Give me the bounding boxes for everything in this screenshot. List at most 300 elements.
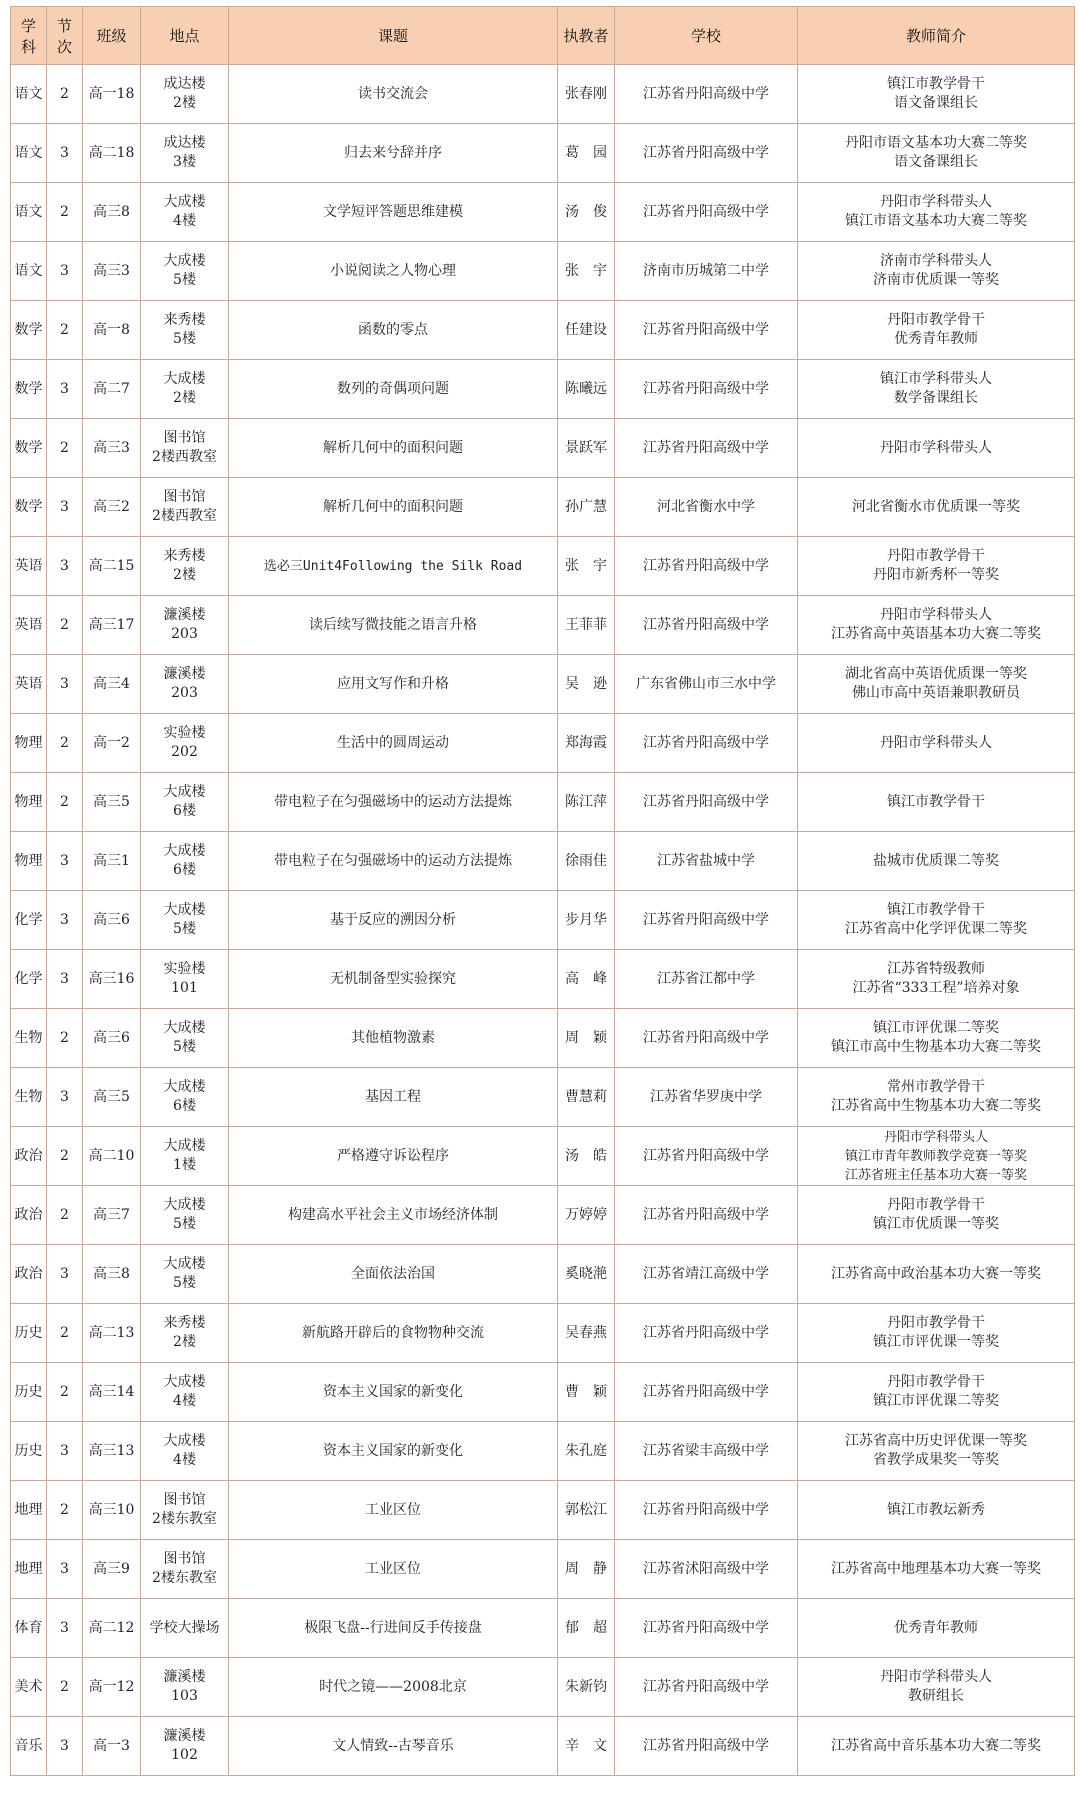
- location-line: 大成楼: [163, 1197, 206, 1213]
- cell-topic: 函数的零点: [229, 301, 558, 360]
- bio-line: 丹阳市新秀杯一等奖: [873, 567, 999, 583]
- bio-line: 丹阳市教学骨干: [887, 1374, 985, 1390]
- location-line: 2楼: [173, 567, 196, 583]
- cell-location: [141, 950, 229, 1009]
- table-row: [11, 1363, 1075, 1422]
- cell-subject: 历史: [11, 1304, 47, 1363]
- table-row: [11, 773, 1075, 832]
- cell-location: [141, 1186, 229, 1245]
- cell-location: [141, 773, 229, 832]
- cell-school: 江苏省丹阳高级中学: [615, 1127, 798, 1186]
- bio-line: 丹阳市学科带头人: [880, 607, 992, 623]
- cell-bio: [798, 1009, 1075, 1068]
- cell-period: 2: [47, 773, 83, 832]
- table-row: [11, 537, 1075, 596]
- cell-teacher: 万婷婷: [558, 1186, 615, 1245]
- bio-line: 镇江市评优课二等奖: [873, 1020, 999, 1036]
- bio-line: 数学备课组长: [894, 390, 978, 406]
- cell-period: 2: [47, 596, 83, 655]
- cell-school: 江苏省丹阳高级中学: [615, 360, 798, 419]
- location-line: 5楼: [173, 272, 196, 288]
- cell-topic: 工业区位: [229, 1481, 558, 1540]
- cell-bio: [798, 832, 1075, 891]
- location-line: 实验楼: [163, 961, 206, 977]
- location-line: 5楼: [173, 921, 196, 937]
- cell-teacher: 王菲菲: [558, 596, 615, 655]
- cell-bio: [798, 301, 1075, 360]
- location-line: 来秀楼: [163, 548, 206, 564]
- cell-class: 高三14: [83, 1363, 141, 1422]
- cell-bio: [798, 478, 1075, 537]
- location-line: 大成楼: [163, 1256, 206, 1272]
- cell-school: 江苏省丹阳高级中学: [615, 714, 798, 773]
- cell-topic: 基因工程: [229, 1068, 558, 1127]
- cell-location: [141, 419, 229, 478]
- cell-location: [141, 596, 229, 655]
- cell-school: 江苏省丹阳高级中学: [615, 1658, 798, 1717]
- cell-location: [141, 832, 229, 891]
- cell-teacher: 曹慧莉: [558, 1068, 615, 1127]
- cell-bio: [798, 1304, 1075, 1363]
- cell-topic: 新航路开辟后的食物物种交流: [229, 1304, 558, 1363]
- bio-line: 盐城市优质课二等奖: [873, 852, 999, 869]
- cell-class: 高二13: [83, 1304, 141, 1363]
- cell-location: [141, 1481, 229, 1540]
- cell-teacher: 高 峰: [558, 950, 615, 1009]
- bio-line: 丹阳市教学骨干: [887, 1197, 985, 1213]
- cell-subject: 历史: [11, 1422, 47, 1481]
- location-line: 3楼: [173, 154, 196, 170]
- cell-subject: 语文: [11, 65, 47, 124]
- bio-line: 济南市学科带头人: [880, 253, 992, 269]
- cell-teacher: 郑海霞: [558, 714, 615, 773]
- cell-bio: [798, 1540, 1075, 1599]
- bio-line: 河北省衡水市优质课一等奖: [852, 498, 1020, 515]
- cell-subject: 生物: [11, 1009, 47, 1068]
- cell-subject: 英语: [11, 537, 47, 596]
- bio-line: 江苏省特级教师: [887, 961, 985, 977]
- cell-subject: 物理: [11, 714, 47, 773]
- cell-subject: 体育: [11, 1599, 47, 1658]
- cell-subject: 地理: [11, 1481, 47, 1540]
- cell-location: [141, 1717, 229, 1776]
- location-line: 成达楼: [163, 76, 206, 92]
- cell-school: 江苏省丹阳高级中学: [615, 596, 798, 655]
- cell-location: [141, 891, 229, 950]
- location-line: 2楼东教室: [152, 1511, 217, 1527]
- table-row: [11, 1717, 1075, 1776]
- location-line: 图书馆: [163, 1492, 206, 1508]
- cell-location: [141, 1304, 229, 1363]
- table-row: [11, 360, 1075, 419]
- location-line: 203: [171, 626, 198, 642]
- cell-subject: 英语: [11, 655, 47, 714]
- cell-topic: 基于反应的溯因分析: [229, 891, 558, 950]
- cell-bio: [798, 1481, 1075, 1540]
- location-line: 5楼: [173, 331, 196, 347]
- cell-topic: 工业区位: [229, 1540, 558, 1599]
- cell-period: 3: [47, 1540, 83, 1599]
- cell-class: 高一12: [83, 1658, 141, 1717]
- table-row: [11, 1422, 1075, 1481]
- bio-line: 江苏省“333工程”培养对象: [852, 980, 1020, 996]
- bio-line: 省教学成果奖一等奖: [873, 1452, 999, 1468]
- cell-school: 江苏省丹阳高级中学: [615, 773, 798, 832]
- cell-bio: [798, 1363, 1075, 1422]
- cell-teacher: 辛 文: [558, 1717, 615, 1776]
- cell-period: 2: [47, 1009, 83, 1068]
- cell-school: 河北省衡水中学: [615, 478, 798, 537]
- cell-topic: 其他植物激素: [229, 1009, 558, 1068]
- cell-teacher: 曹 颖: [558, 1363, 615, 1422]
- cell-teacher: 汤 皓: [558, 1127, 615, 1186]
- cell-school: 江苏省沭阳高级中学: [615, 1540, 798, 1599]
- bio-line: 丹阳市语文基本功大赛二等奖: [845, 135, 1027, 151]
- location-line: 来秀楼: [163, 312, 206, 328]
- cell-class: 高三10: [83, 1481, 141, 1540]
- cell-location: [141, 478, 229, 537]
- cell-topic: 选必三Unit4Following the Silk Road: [229, 537, 558, 596]
- cell-teacher: 吴 逊: [558, 655, 615, 714]
- cell-teacher: 陈曦远: [558, 360, 615, 419]
- cell-teacher: 张 宇: [558, 242, 615, 301]
- bio-line: 佛山市高中英语兼职教研员: [852, 685, 1020, 701]
- cell-school: 江苏省丹阳高级中学: [615, 1186, 798, 1245]
- table-row: [11, 301, 1075, 360]
- cell-subject: 化学: [11, 891, 47, 950]
- bio-line: 济南市优质课一等奖: [873, 272, 999, 288]
- header-topic: 课题: [229, 7, 558, 65]
- cell-teacher: 陈江萍: [558, 773, 615, 832]
- cell-class: 高三9: [83, 1540, 141, 1599]
- cell-topic: 生活中的圆周运动: [229, 714, 558, 773]
- cell-topic: 读后续写微技能之语言升格: [229, 596, 558, 655]
- header-teacher: 执教者: [558, 7, 615, 65]
- cell-bio: [798, 242, 1075, 301]
- cell-class: 高三5: [83, 773, 141, 832]
- cell-topic: 构建高水平社会主义市场经济体制: [229, 1186, 558, 1245]
- table-row: [11, 478, 1075, 537]
- cell-teacher: 周 静: [558, 1540, 615, 1599]
- cell-bio: [798, 419, 1075, 478]
- location-line: 4楼: [173, 213, 196, 229]
- table-row: [11, 1540, 1075, 1599]
- cell-location: [141, 1127, 229, 1186]
- cell-period: 2: [47, 714, 83, 773]
- cell-location: [141, 124, 229, 183]
- location-line: 2楼: [173, 1334, 196, 1350]
- location-line: 6楼: [173, 803, 196, 819]
- bio-line: 镇江市教学骨干: [887, 793, 985, 810]
- cell-subject: 语文: [11, 242, 47, 301]
- location-line: 5楼: [173, 1039, 196, 1055]
- cell-class: 高三1: [83, 832, 141, 891]
- cell-teacher: 景跃军: [558, 419, 615, 478]
- cell-class: 高三6: [83, 891, 141, 950]
- location-line: 图书馆: [163, 489, 206, 505]
- cell-subject: 政治: [11, 1127, 47, 1186]
- location-line: 2楼东教室: [152, 1570, 217, 1586]
- cell-bio: [798, 1599, 1075, 1658]
- header-school: 学校: [615, 7, 798, 65]
- cell-subject: 数学: [11, 419, 47, 478]
- cell-location: [141, 1068, 229, 1127]
- cell-bio: [798, 1658, 1075, 1717]
- table-row: [11, 1245, 1075, 1304]
- cell-subject: 物理: [11, 773, 47, 832]
- location-line: 濂溪楼: [163, 1728, 206, 1744]
- cell-class: 高三17: [83, 596, 141, 655]
- header-period: 节次: [47, 7, 83, 65]
- cell-period: 3: [47, 891, 83, 950]
- cell-bio: [798, 950, 1075, 1009]
- cell-period: 2: [47, 183, 83, 242]
- location-line: 大成楼: [163, 253, 206, 269]
- location-line: 成达楼: [163, 135, 206, 151]
- location-line: 大成楼: [163, 1138, 206, 1154]
- table-row: [11, 1068, 1075, 1127]
- bio-line: 丹阳市教学骨干: [887, 312, 985, 328]
- cell-location: [141, 1245, 229, 1304]
- cell-period: 3: [47, 1422, 83, 1481]
- bio-line: 江苏省高中英语基本功大赛二等奖: [831, 626, 1041, 642]
- table-row: [11, 242, 1075, 301]
- cell-subject: 音乐: [11, 1717, 47, 1776]
- cell-subject: 政治: [11, 1245, 47, 1304]
- cell-bio: [798, 1245, 1075, 1304]
- cell-topic: 资本主义国家的新变化: [229, 1363, 558, 1422]
- cell-class: 高一8: [83, 301, 141, 360]
- cell-class: 高三16: [83, 950, 141, 1009]
- cell-teacher: 任建设: [558, 301, 615, 360]
- bio-line: 丹阳市学科带头人: [880, 439, 992, 456]
- cell-topic: 极限飞盘--行进间反手传接盘: [229, 1599, 558, 1658]
- cell-subject: 化学: [11, 950, 47, 1009]
- bio-line: 镇江市评优课二等奖: [873, 1393, 999, 1409]
- cell-bio: [798, 360, 1075, 419]
- cell-bio: [798, 1127, 1075, 1186]
- cell-subject: 物理: [11, 832, 47, 891]
- location-line: 4楼: [173, 1393, 196, 1409]
- cell-period: 3: [47, 478, 83, 537]
- cell-location: [141, 655, 229, 714]
- cell-class: 高二7: [83, 360, 141, 419]
- cell-topic: 带电粒子在匀强磁场中的运动方法提炼: [229, 832, 558, 891]
- cell-class: 高三2: [83, 478, 141, 537]
- location-line: 4楼: [173, 1452, 196, 1468]
- table-row: [11, 419, 1075, 478]
- cell-location: [141, 1422, 229, 1481]
- location-line: 2楼: [173, 390, 196, 406]
- location-line: 1楼: [173, 1157, 196, 1173]
- cell-class: 高三3: [83, 419, 141, 478]
- cell-period: 2: [47, 1658, 83, 1717]
- bio-line: 丹阳市教学骨干: [887, 1315, 985, 1331]
- cell-period: 3: [47, 1068, 83, 1127]
- cell-school: 江苏省丹阳高级中学: [615, 124, 798, 183]
- cell-class: 高三13: [83, 1422, 141, 1481]
- cell-class: 高三8: [83, 1245, 141, 1304]
- table-row: [11, 596, 1075, 655]
- bio-line: 优秀青年教师: [894, 1619, 978, 1636]
- cell-subject: 数学: [11, 360, 47, 419]
- bio-line: 语文备课组长: [894, 95, 978, 111]
- cell-period: 3: [47, 242, 83, 301]
- bio-line: 镇江市高中生物基本功大赛二等奖: [831, 1039, 1041, 1055]
- cell-subject: 历史: [11, 1363, 47, 1422]
- cell-school: 济南市历城第二中学: [615, 242, 798, 301]
- cell-bio: [798, 596, 1075, 655]
- cell-topic: 全面依法治国: [229, 1245, 558, 1304]
- cell-subject: 美术: [11, 1658, 47, 1717]
- cell-topic: 资本主义国家的新变化: [229, 1422, 558, 1481]
- cell-teacher: 张春刚: [558, 65, 615, 124]
- cell-teacher: 朱新钧: [558, 1658, 615, 1717]
- cell-location: [141, 537, 229, 596]
- bio-line: 江苏省高中历史评优课一等奖: [845, 1433, 1027, 1449]
- cell-period: 3: [47, 1245, 83, 1304]
- bio-line: 湖北省高中英语优质课一等奖: [845, 666, 1027, 682]
- cell-teacher: 孙广慧: [558, 478, 615, 537]
- cell-location: [141, 1599, 229, 1658]
- cell-teacher: 周 颖: [558, 1009, 615, 1068]
- cell-class: 高二10: [83, 1127, 141, 1186]
- location-line: 2楼西教室: [152, 508, 217, 524]
- location-line: 大成楼: [163, 902, 206, 918]
- cell-topic: 无机制备型实验探究: [229, 950, 558, 1009]
- bio-line: 镇江市学科带头人: [880, 371, 992, 387]
- cell-location: [141, 1658, 229, 1717]
- table-row: [11, 714, 1075, 773]
- bio-line: 镇江市教学骨干: [887, 902, 985, 918]
- cell-school: 江苏省丹阳高级中学: [615, 1599, 798, 1658]
- header-location: 地点: [141, 7, 229, 65]
- cell-topic: 小说阅读之人物心理: [229, 242, 558, 301]
- location-line: 濂溪楼: [163, 607, 206, 623]
- table-row: [11, 950, 1075, 1009]
- cell-class: 高三5: [83, 1068, 141, 1127]
- lesson-schedule-table: [10, 6, 1075, 1776]
- cell-school: 江苏省靖江高级中学: [615, 1245, 798, 1304]
- cell-topic: 解析几何中的面积问题: [229, 419, 558, 478]
- cell-teacher: 徐雨佳: [558, 832, 615, 891]
- table-row: [11, 1658, 1075, 1717]
- bio-line: 镇江市教学骨干: [887, 76, 985, 92]
- cell-period: 2: [47, 1127, 83, 1186]
- bio-line: 教研组长: [908, 1688, 964, 1704]
- cell-bio: [798, 537, 1075, 596]
- cell-bio: [798, 773, 1075, 832]
- cell-class: 高一18: [83, 65, 141, 124]
- cell-subject: 政治: [11, 1186, 47, 1245]
- cell-bio: [798, 1068, 1075, 1127]
- location-line: 202: [171, 744, 198, 760]
- cell-school: 江苏省丹阳高级中学: [615, 183, 798, 242]
- cell-teacher: 步月华: [558, 891, 615, 950]
- table-row: [11, 124, 1075, 183]
- cell-topic: 数列的奇偶项问题: [229, 360, 558, 419]
- cell-bio: [798, 1422, 1075, 1481]
- location-line: 大成楼: [163, 371, 206, 387]
- cell-school: 江苏省梁丰高级中学: [615, 1422, 798, 1481]
- location-line: 2楼: [173, 95, 196, 111]
- cell-school: 江苏省丹阳高级中学: [615, 537, 798, 596]
- cell-subject: 英语: [11, 596, 47, 655]
- cell-class: 高三3: [83, 242, 141, 301]
- cell-location: [141, 1009, 229, 1068]
- cell-location: [141, 1540, 229, 1599]
- cell-class: 高一2: [83, 714, 141, 773]
- location-line: 大成楼: [163, 1020, 206, 1036]
- location-line: 5楼: [173, 1216, 196, 1232]
- cell-period: 3: [47, 655, 83, 714]
- cell-period: 2: [47, 1481, 83, 1540]
- location-line: 图书馆: [163, 1551, 206, 1567]
- cell-teacher: 张 宇: [558, 537, 615, 596]
- cell-period: 2: [47, 1304, 83, 1363]
- location-line: 来秀楼: [163, 1315, 206, 1331]
- location-line: 大成楼: [163, 1374, 206, 1390]
- cell-school: 广东省佛山市三水中学: [615, 655, 798, 714]
- bio-line: 镇江市评优课一等奖: [873, 1334, 999, 1350]
- table-row: [11, 1009, 1075, 1068]
- cell-teacher: 奚晓滟: [558, 1245, 615, 1304]
- cell-topic: 文学短评答题思维建模: [229, 183, 558, 242]
- table-row: [11, 1186, 1075, 1245]
- header-class: 班级: [83, 7, 141, 65]
- cell-school: 江苏省丹阳高级中学: [615, 301, 798, 360]
- cell-period: 2: [47, 301, 83, 360]
- cell-school: 江苏省丹阳高级中学: [615, 1717, 798, 1776]
- cell-location: [141, 183, 229, 242]
- header-bio: 教师简介: [798, 7, 1075, 65]
- cell-period: 3: [47, 950, 83, 1009]
- cell-location: [141, 360, 229, 419]
- table-body: [11, 65, 1075, 1776]
- cell-topic: 严格遵守诉讼程序: [229, 1127, 558, 1186]
- location-line: 图书馆: [163, 430, 206, 446]
- bio-line: 江苏省高中音乐基本功大赛二等奖: [831, 1737, 1041, 1754]
- cell-period: 3: [47, 832, 83, 891]
- cell-topic: 解析几何中的面积问题: [229, 478, 558, 537]
- cell-period: 3: [47, 124, 83, 183]
- cell-subject: 语文: [11, 124, 47, 183]
- cell-period: 2: [47, 1363, 83, 1422]
- cell-class: 高二12: [83, 1599, 141, 1658]
- location-line: 101: [171, 980, 198, 996]
- cell-teacher: 郁 超: [558, 1599, 615, 1658]
- cell-teacher: 汤 俊: [558, 183, 615, 242]
- cell-period: 3: [47, 1599, 83, 1658]
- bio-line: 优秀青年教师: [894, 331, 978, 347]
- cell-subject: 生物: [11, 1068, 47, 1127]
- cell-class: 高三4: [83, 655, 141, 714]
- cell-bio: [798, 124, 1075, 183]
- bio-line: 丹阳市教学骨干: [887, 548, 985, 564]
- location-line: 2楼西教室: [152, 449, 217, 465]
- table-row: [11, 1127, 1075, 1186]
- cell-school: 江苏省华罗庚中学: [615, 1068, 798, 1127]
- cell-location: [141, 1363, 229, 1422]
- cell-class: 高二18: [83, 124, 141, 183]
- bio-line: 镇江市青年教师教学竞赛一等奖: [844, 1148, 1027, 1164]
- location-line: 203: [171, 685, 198, 701]
- bio-line: 常州市教学骨干: [887, 1079, 985, 1095]
- table-header-row: [11, 7, 1075, 65]
- cell-topic: 时代之镜——2008北京: [229, 1658, 558, 1717]
- cell-bio: [798, 891, 1075, 950]
- location-line: 103: [171, 1688, 198, 1704]
